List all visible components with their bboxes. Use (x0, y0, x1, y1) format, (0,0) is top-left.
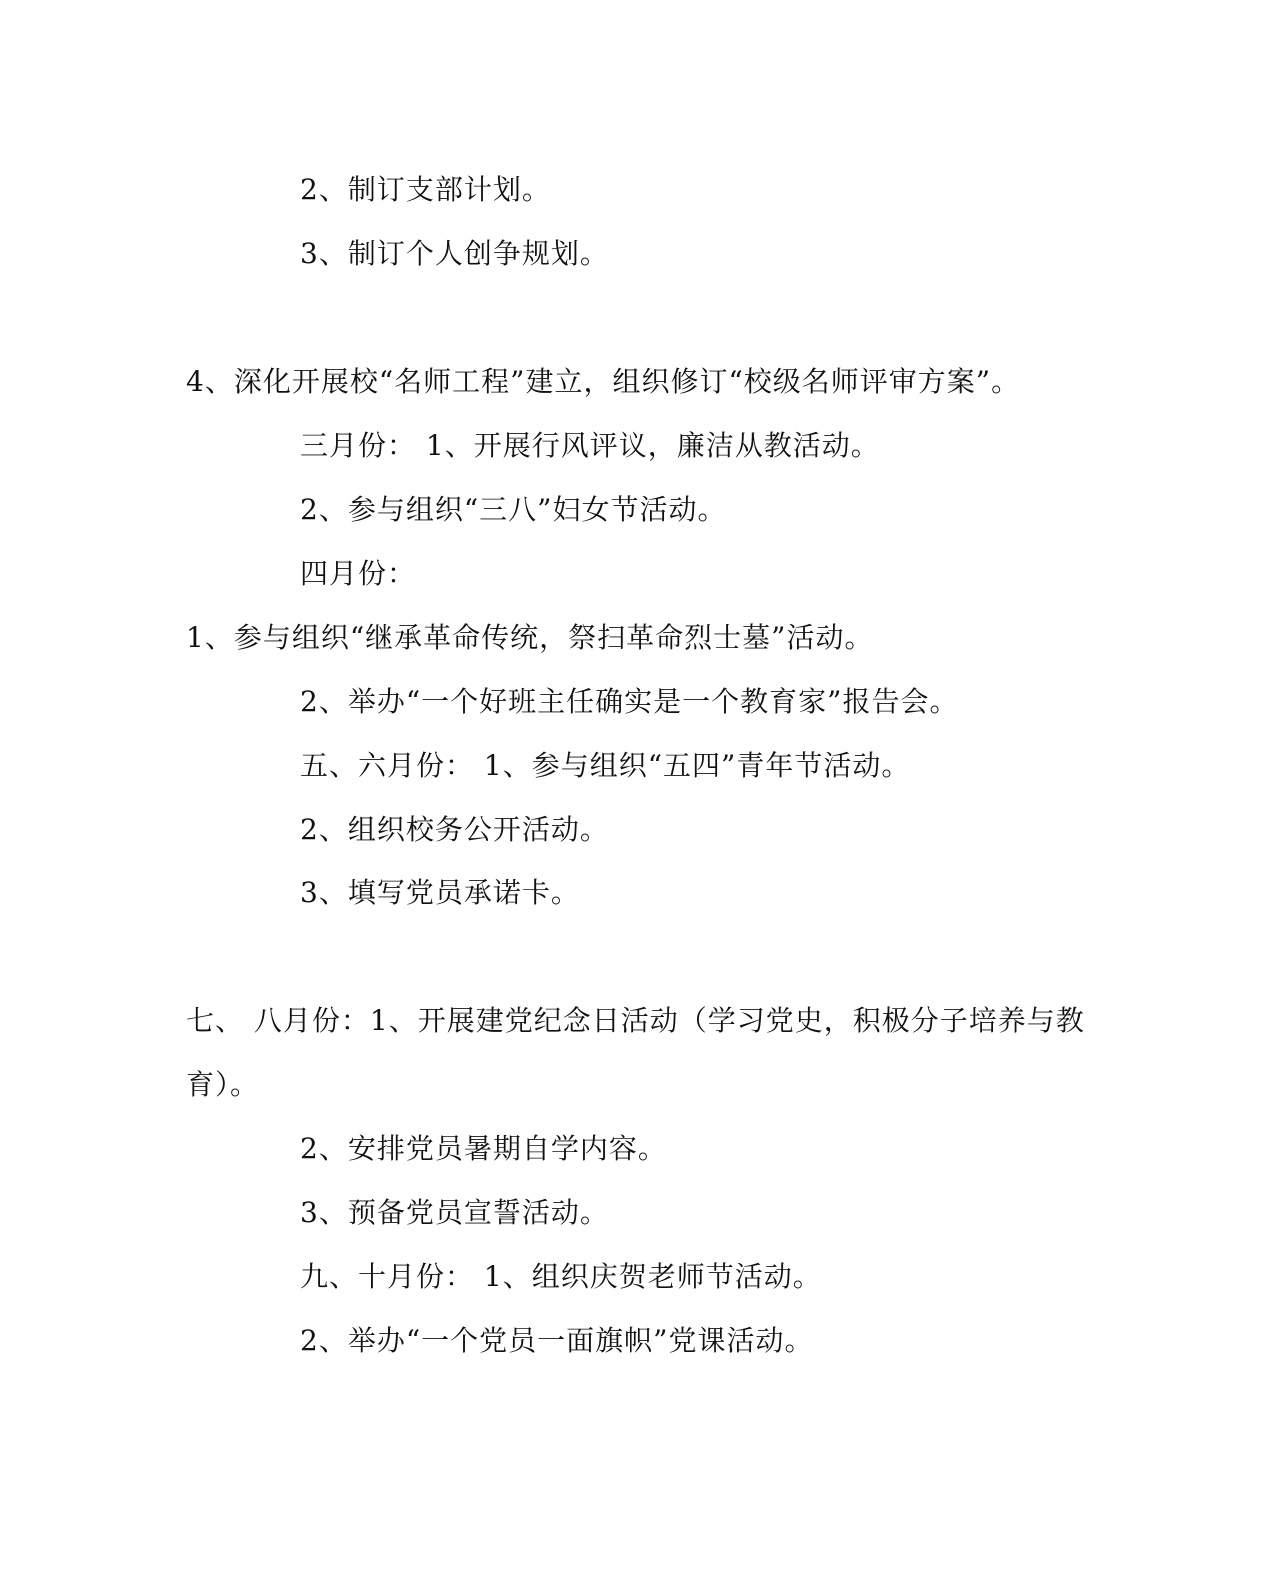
document-line: 2、组织校务公开活动。 (300, 813, 609, 846)
document-line: 五、六月份： 1、参与组织“五四”青年节活动。 (300, 749, 911, 782)
document-line: 2、安排党员暑期自学内容。 (300, 1132, 667, 1165)
document-line: 2、制订支部计划。 (300, 173, 551, 206)
document-line: 育）。 (186, 1068, 260, 1101)
document-line: 九、十月份： 1、组织庆贺老师节活动。 (300, 1260, 822, 1293)
document-line: 3、填写党员承诺卡。 (300, 876, 580, 909)
document-line: 七、 八月份：1、开展建党纪念日活动（学习党史，积极分子培养与教 (186, 1004, 1085, 1037)
document-line: 2、举办“一个党员一面旗帜”党课活动。 (300, 1324, 814, 1357)
document-line: 三月份： 1、开展行风评议，廉洁从教活动。 (300, 429, 880, 462)
document-line: 3、预备党员宣誓活动。 (300, 1196, 609, 1229)
document-line: 1、参与组织“继承革命传统，祭扫革命烈士墓”活动。 (186, 621, 874, 654)
document-line: 四月份： (300, 557, 417, 590)
document-line: 4、深化开展校“名师工程”建立，组织修订“校级名师评审方案”。 (186, 365, 1021, 398)
document-line: 2、举办“一个好班主任确实是一个教育家”报告会。 (300, 685, 959, 718)
document-line: 2、参与组织“三八”妇女节活动。 (300, 493, 727, 526)
document-line: 3、制订个人创争规划。 (300, 237, 609, 270)
